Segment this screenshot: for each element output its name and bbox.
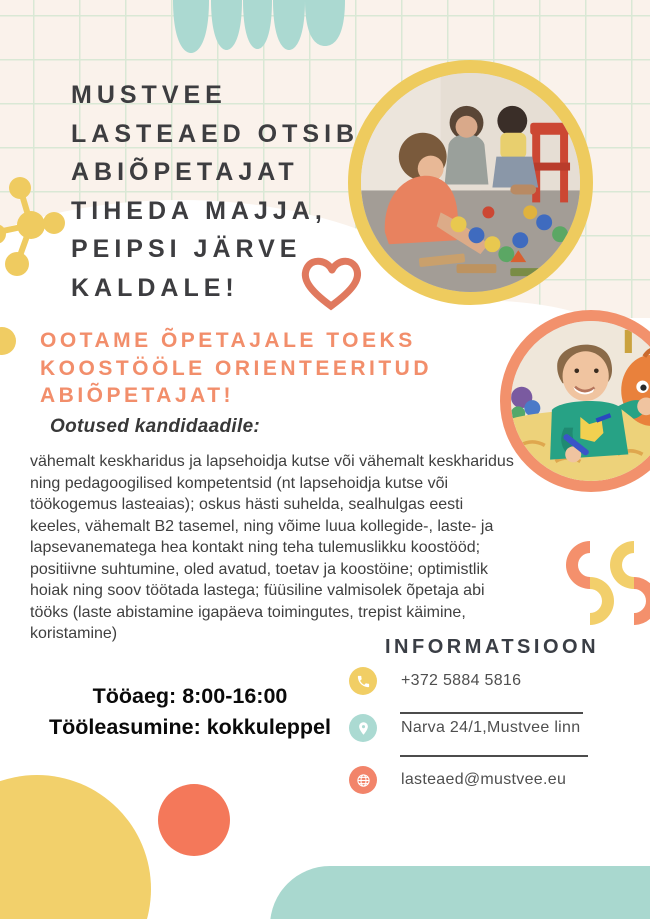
phone-number: +372 5884 5816 <box>401 672 522 689</box>
divider <box>400 755 588 757</box>
expectations-heading: Ootused kandidaadile: <box>50 416 261 437</box>
work-start: Tööleasumine: kokkuleppel <box>49 715 331 739</box>
contact-row-email <box>349 766 566 794</box>
title-line: LASTEAED OTSIB <box>71 119 360 148</box>
title-line: ABIÕPETAJAT <box>71 158 299 186</box>
location-pin-icon <box>349 714 377 742</box>
title-line: PEIPSI JÄRVE <box>71 235 302 263</box>
teal-corner-decoration <box>270 866 650 919</box>
yellow-molecule-decoration <box>0 176 74 281</box>
teal-drops-decoration <box>170 0 350 56</box>
globe-icon <box>349 766 377 794</box>
quote-s-decoration <box>556 534 650 630</box>
subheading <box>40 327 510 410</box>
contact-row-address <box>349 714 580 742</box>
subheading-line: KOOSTÖÖLE ORIENTEERITUD <box>40 356 433 380</box>
expectations-body: vähemalt keskharidus ja lapsehoidja kutse või vähemalt keskharidus ning pedagoogilised kompetentsid (nt lapsehoidja kutse või töökogemus lasteaias); oskus hästi suhelda, sealhulgas eesti keeles, vähemalt B2 tasemel, ning võime luua kollegide-, laste- ja lapsevanematega hea kontakt ning teha tulemuslikku koostööd; positiivne suhtumine, oled avatud, toetav ja koostöine; optimistlik hoiak ning soov töötada lastega; füüsiline valmisolek õpetaja abi tööks (laste abistamine igapäeva toimingutes, trepist käimine, koristamine) <box>30 453 514 642</box>
title-line: MUSTVEE <box>71 81 227 109</box>
title-line: KALDALE! <box>71 273 239 302</box>
address: Narva 24/1,Mustvee linn <box>401 719 581 736</box>
email: lasteaed@mustvee.eu <box>401 771 567 788</box>
page-title <box>71 76 401 307</box>
title-line: TIHEDA MAJJA, <box>71 196 327 225</box>
orange-circle-decoration <box>158 784 230 856</box>
phone-icon <box>349 667 377 695</box>
contact-row-phone <box>349 667 521 695</box>
yellow-circle-decoration <box>0 775 151 919</box>
subheading-line: ABIÕPETAJAT! <box>40 384 235 407</box>
work-terms <box>30 681 350 743</box>
information-heading: INFORMATSIOON <box>385 636 600 658</box>
work-hours: Tööaeg: 8:00-16:00 <box>92 684 288 708</box>
subheading-line: OOTAME ÕPETAJALE TOEKS <box>40 329 416 352</box>
